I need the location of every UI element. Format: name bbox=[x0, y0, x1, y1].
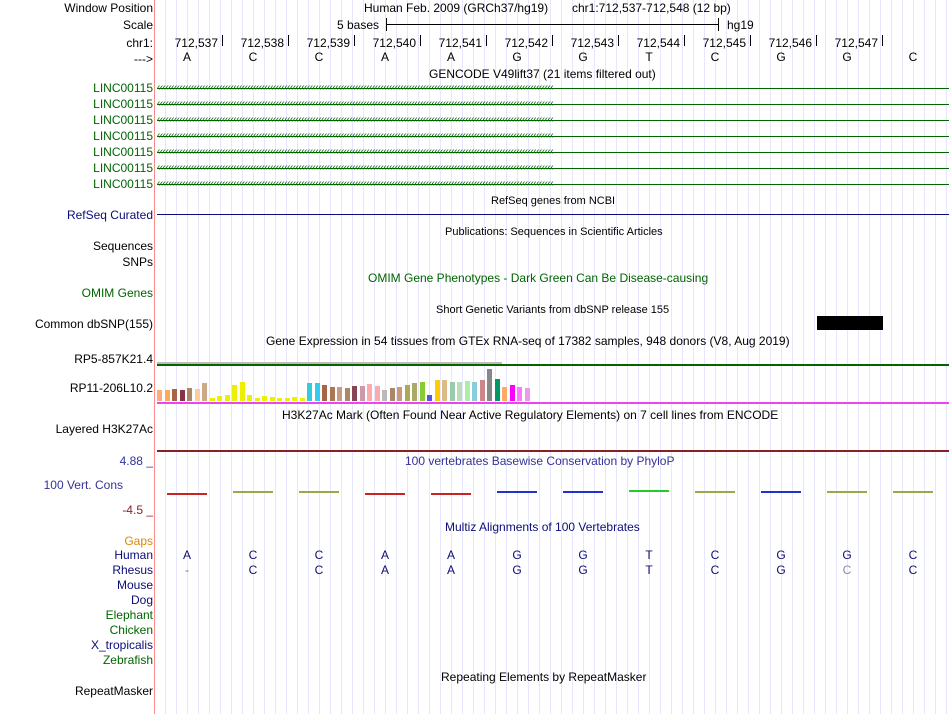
reference-base: A bbox=[380, 50, 389, 64]
publications-sequences-label[interactable]: Sequences bbox=[92, 239, 153, 253]
phylop-score-mark[interactable] bbox=[365, 493, 405, 495]
gencode-gene-label[interactable]: LINC00115 bbox=[93, 81, 153, 95]
multiz-track-title[interactable]: Multiz Alignments of 100 Vertebrates bbox=[445, 520, 640, 534]
gencode-strand-arrows: ‹‹‹‹‹‹‹‹‹‹‹‹‹‹‹‹‹‹‹‹‹‹‹‹‹‹‹‹‹‹‹‹‹‹‹‹‹‹‹‹‹‹‹‹‹‹‹‹‹‹‹‹‹‹‹‹‹‹‹‹‹‹‹‹‹‹‹‹‹‹‹‹‹‹‹‹‹‹‹‹‹‹‹‹‹‹‹‹‹‹‹‹‹‹‹‹‹‹‹‹‹‹‹‹‹‹‹‹‹‹‹‹‹‹‹‹‹‹‹‹‹‹‹‹‹‹‹‹‹‹‹‹‹‹‹‹‹‹‹‹ bbox=[157, 82, 554, 93]
gencode-gene-label[interactable]: LINC00115 bbox=[93, 129, 153, 143]
reference-base: G bbox=[512, 50, 522, 64]
position-label: 712,545 bbox=[702, 36, 746, 50]
gtex-tissue-bar[interactable] bbox=[457, 382, 462, 401]
gtex-tissue-bar[interactable] bbox=[315, 383, 320, 401]
gtex-tissue-bar[interactable] bbox=[180, 390, 185, 401]
gtex-tissue-bar[interactable] bbox=[435, 380, 440, 401]
position-tick bbox=[288, 35, 289, 46]
gtex-gene1-line[interactable] bbox=[157, 364, 949, 366]
gtex-tissue-bar[interactable] bbox=[232, 385, 237, 401]
gtex-tissue-bar[interactable] bbox=[420, 382, 425, 401]
position-label: 712,538 bbox=[240, 36, 284, 50]
h3k27ac-baseline[interactable] bbox=[157, 450, 949, 452]
phylop-track-title[interactable]: 100 vertebrates Basewise Conservation by PhyloP bbox=[405, 454, 675, 468]
position-label: 712,542 bbox=[504, 36, 548, 50]
multiz-aligned-base: C bbox=[842, 563, 852, 577]
position-label: 712,547 bbox=[834, 36, 878, 50]
chrom-label: chr1: bbox=[126, 36, 153, 50]
gtex-tissue-bar[interactable] bbox=[360, 386, 365, 401]
reference-base: A bbox=[182, 50, 191, 64]
position-tick bbox=[486, 35, 487, 46]
gencode-strand-arrows: ‹‹‹‹‹‹‹‹‹‹‹‹‹‹‹‹‹‹‹‹‹‹‹‹‹‹‹‹‹‹‹‹‹‹‹‹‹‹‹‹‹‹‹‹‹‹‹‹‹‹‹‹‹‹‹‹‹‹‹‹‹‹‹‹‹‹‹‹‹‹‹‹‹‹‹‹‹‹‹‹‹‹‹‹‹‹‹‹‹‹‹‹‹‹‹‹‹‹‹‹‹‹‹‹‹‹‹‹‹‹‹‹‹‹‹‹‹‹‹‹‹‹‹‹‹‹‹‹‹‹‹‹‹‹‹‹‹‹‹‹ bbox=[157, 98, 554, 109]
position-tick bbox=[420, 35, 421, 46]
multiz-aligned-base: A bbox=[446, 548, 455, 562]
gencode-gene-label[interactable]: LINC00115 bbox=[93, 177, 153, 191]
phylop-score-mark[interactable] bbox=[431, 493, 471, 495]
multiz-species-label[interactable]: Elephant bbox=[105, 608, 153, 622]
gtex-tissue-bar[interactable] bbox=[157, 390, 162, 401]
gtex-tissue-bar[interactable] bbox=[487, 369, 492, 401]
multiz-species-label[interactable]: Rhesus bbox=[112, 563, 153, 577]
gtex-tissue-bar[interactable] bbox=[367, 384, 372, 401]
gencode-gene-label[interactable]: LINC00115 bbox=[93, 145, 153, 159]
scale-bar-left-cap bbox=[386, 18, 387, 31]
gtex-tissue-bar[interactable] bbox=[510, 385, 515, 401]
gencode-strand-arrows: ‹‹‹‹‹‹‹‹‹‹‹‹‹‹‹‹‹‹‹‹‹‹‹‹‹‹‹‹‹‹‹‹‹‹‹‹‹‹‹‹‹‹‹‹‹‹‹‹‹‹‹‹‹‹‹‹‹‹‹‹‹‹‹‹‹‹‹‹‹‹‹‹‹‹‹‹‹‹‹‹‹‹‹‹‹‹‹‹‹‹‹‹‹‹‹‹‹‹‹‹‹‹‹‹‹‹‹‹‹‹‹‹‹‹‹‹‹‹‹‹‹‹‹‹‹‹‹‹‹‹‹‹‹‹‹‹‹‹‹‹ bbox=[157, 114, 554, 125]
multiz-aligned-base: G bbox=[578, 548, 588, 562]
reference-base: G bbox=[776, 50, 786, 64]
position-label: 712,537 bbox=[174, 36, 218, 50]
position-label: 712,540 bbox=[372, 36, 416, 50]
phylop-label[interactable]: 100 Vert. Cons bbox=[43, 478, 123, 492]
gtex-tissue-bar[interactable] bbox=[465, 381, 470, 401]
gtex-tissue-bar[interactable] bbox=[322, 385, 327, 401]
gtex-gene2-label[interactable]: RP11-206L10.2 bbox=[69, 381, 153, 395]
gtex-track-title[interactable]: Gene Expression in 54 tissues from GTEx RNA-seq of 17382 samples, 948 donors (V8, Aug 2019) bbox=[266, 334, 790, 348]
multiz-species-label[interactable]: Mouse bbox=[116, 578, 153, 592]
gtex-tissue-bar[interactable] bbox=[262, 396, 267, 401]
gtex-tissue-bar[interactable] bbox=[412, 383, 417, 401]
strand-label: ---> bbox=[134, 52, 153, 66]
publications-snps-label[interactable]: SNPs bbox=[122, 255, 153, 269]
multiz-aligned-base: T bbox=[645, 563, 653, 577]
gtex-tissue-bar[interactable] bbox=[172, 389, 177, 401]
refseq-label[interactable]: RefSeq Curated bbox=[66, 208, 153, 222]
gtex-tissue-bar[interactable] bbox=[390, 388, 395, 401]
multiz-aligned-base: A bbox=[446, 563, 455, 577]
position-label: 712,541 bbox=[438, 36, 482, 50]
gtex-tissue-bar[interactable] bbox=[337, 387, 342, 401]
h3k27ac-track-title[interactable]: H3K27Ac Mark (Often Found Near Active Regulatory Elements) on 7 cell lines from ENCODE bbox=[282, 408, 779, 422]
multiz-aligned-base: A bbox=[380, 563, 389, 577]
gtex-tissue-bar[interactable] bbox=[330, 387, 335, 401]
publications-track-title[interactable]: Publications: Sequences in Scientific Articles bbox=[445, 226, 663, 238]
dbsnp-variant-feature[interactable] bbox=[817, 316, 883, 330]
reference-base: G bbox=[578, 50, 588, 64]
multiz-aligned-base: G bbox=[776, 548, 786, 562]
assembly-title: Human Feb. 2009 (GRCh37/hg19) bbox=[364, 1, 549, 15]
scale-bar bbox=[386, 24, 718, 25]
phylop-score-mark[interactable] bbox=[761, 491, 801, 493]
gtex-tissue-bar[interactable] bbox=[525, 388, 530, 401]
dbsnp-track-title[interactable]: Short Genetic Variants from dbSNP release 155 bbox=[436, 304, 670, 316]
position-tick bbox=[684, 35, 685, 46]
phylop-min-label: -4.5 _ bbox=[122, 503, 153, 517]
multiz-gaps-label[interactable]: Gaps bbox=[124, 534, 153, 548]
phylop-score-mark[interactable] bbox=[497, 491, 537, 493]
gtex-tissue-bar[interactable] bbox=[165, 390, 170, 401]
gtex-tissue-bar[interactable] bbox=[405, 385, 410, 401]
multiz-aligned-base: - bbox=[185, 563, 189, 577]
phylop-score-mark[interactable] bbox=[695, 491, 735, 493]
gtex-tissue-bar[interactable] bbox=[480, 380, 485, 401]
phylop-score-mark[interactable] bbox=[827, 491, 867, 493]
region-coordinates: chr1:712,537-712,548 (12 bp) bbox=[572, 1, 731, 15]
gencode-gene-label[interactable]: LINC00115 bbox=[93, 97, 153, 111]
phylop-score-mark[interactable] bbox=[233, 491, 273, 493]
gtex-tissue-bar[interactable] bbox=[502, 387, 507, 401]
gtex-tissue-bar[interactable] bbox=[210, 398, 215, 401]
gtex-tissue-bar[interactable] bbox=[382, 390, 387, 401]
multiz-aligned-base: C bbox=[314, 548, 324, 562]
multiz-aligned-base: G bbox=[512, 563, 522, 577]
gtex-tissue-bar[interactable] bbox=[247, 395, 252, 401]
gtex-tissue-bar[interactable] bbox=[225, 395, 230, 401]
multiz-aligned-base: C bbox=[710, 548, 720, 562]
scale-bar-right-cap bbox=[718, 18, 719, 31]
reference-base: A bbox=[446, 50, 455, 64]
reference-base: C bbox=[314, 50, 324, 64]
multiz-aligned-base: G bbox=[776, 563, 786, 577]
multiz-aligned-base: G bbox=[842, 548, 852, 562]
window-position-label: Window Position bbox=[64, 1, 153, 15]
phylop-score-mark[interactable] bbox=[629, 490, 669, 492]
scale-assembly: hg19 bbox=[727, 18, 754, 32]
position-tick bbox=[882, 35, 883, 46]
gtex-tissue-bar[interactable] bbox=[450, 382, 455, 401]
position-tick bbox=[354, 35, 355, 46]
scale-value: 5 bases bbox=[337, 18, 380, 32]
multiz-aligned-base: A bbox=[380, 548, 389, 562]
multiz-aligned-base: G bbox=[512, 548, 522, 562]
gtex-tissue-bar[interactable] bbox=[375, 386, 380, 401]
multiz-aligned-base: T bbox=[645, 548, 653, 562]
gtex-tissue-bar[interactable] bbox=[397, 387, 402, 401]
h3k27ac-label[interactable]: Layered H3K27Ac bbox=[55, 422, 153, 436]
gencode-strand-arrows: ‹‹‹‹‹‹‹‹‹‹‹‹‹‹‹‹‹‹‹‹‹‹‹‹‹‹‹‹‹‹‹‹‹‹‹‹‹‹‹‹‹‹‹‹‹‹‹‹‹‹‹‹‹‹‹‹‹‹‹‹‹‹‹‹‹‹‹‹‹‹‹‹‹‹‹‹‹‹‹‹‹‹‹‹‹‹‹‹‹‹‹‹‹‹‹‹‹‹‹‹‹‹‹‹‹‹‹‹‹‹‹‹‹‹‹‹‹‹‹‹‹‹‹‹‹‹‹‹‹‹‹‹‹‹‹‹‹‹‹‹ bbox=[157, 178, 554, 189]
gtex-tissue-bar[interactable] bbox=[495, 379, 500, 401]
gtex-tissue-bar[interactable] bbox=[195, 389, 200, 401]
gtex-tissue-bar[interactable] bbox=[292, 397, 297, 401]
label-column-divider bbox=[154, 0, 155, 714]
phylop-score-mark[interactable] bbox=[563, 491, 603, 493]
multiz-species-label[interactable]: Zebrafish bbox=[102, 653, 153, 667]
position-label: 712,544 bbox=[636, 36, 680, 50]
gtex-gene1-gray-line bbox=[157, 362, 502, 364]
phylop-score-mark[interactable] bbox=[299, 491, 339, 493]
gtex-tissue-bar[interactable] bbox=[202, 383, 207, 401]
gtex-tissue-bar[interactable] bbox=[472, 382, 477, 401]
multiz-aligned-base: G bbox=[578, 563, 588, 577]
gtex-tissue-bar[interactable] bbox=[352, 386, 357, 401]
gtex-tissue-bar[interactable] bbox=[277, 398, 282, 401]
gtex-tissue-bar[interactable] bbox=[240, 382, 245, 401]
gtex-tissue-bar[interactable] bbox=[270, 397, 275, 401]
multiz-species-label[interactable]: Dog bbox=[130, 593, 153, 607]
gtex-tissue-bar[interactable] bbox=[187, 388, 192, 401]
omim-label[interactable]: OMIM Genes bbox=[81, 286, 153, 300]
gtex-tissue-bar[interactable] bbox=[517, 387, 522, 401]
multiz-species-label[interactable]: X_tropicalis bbox=[90, 638, 153, 652]
reference-base: T bbox=[645, 50, 653, 64]
gencode-strand-arrows: ‹‹‹‹‹‹‹‹‹‹‹‹‹‹‹‹‹‹‹‹‹‹‹‹‹‹‹‹‹‹‹‹‹‹‹‹‹‹‹‹‹‹‹‹‹‹‹‹‹‹‹‹‹‹‹‹‹‹‹‹‹‹‹‹‹‹‹‹‹‹‹‹‹‹‹‹‹‹‹‹‹‹‹‹‹‹‹‹‹‹‹‹‹‹‹‹‹‹‹‹‹‹‹‹‹‹‹‹‹‹‹‹‹‹‹‹‹‹‹‹‹‹‹‹‹‹‹‹‹‹‹‹‹‹‹‹‹‹‹‹ bbox=[157, 162, 554, 173]
multiz-species-label[interactable]: Chicken bbox=[109, 623, 153, 637]
repeatmasker-label[interactable]: RepeatMasker bbox=[74, 684, 153, 698]
position-label: 712,539 bbox=[306, 36, 350, 50]
reference-base: G bbox=[842, 50, 852, 64]
position-label: 712,546 bbox=[768, 36, 812, 50]
reference-base: C bbox=[908, 50, 918, 64]
position-tick bbox=[222, 35, 223, 46]
reference-base: C bbox=[248, 50, 258, 64]
multiz-aligned-base: C bbox=[248, 563, 258, 577]
gtex-tissue-bar[interactable] bbox=[217, 396, 222, 401]
reference-base: C bbox=[710, 50, 720, 64]
multiz-aligned-base: C bbox=[710, 563, 720, 577]
position-tick bbox=[552, 35, 553, 46]
position-label: 712,543 bbox=[570, 36, 614, 50]
multiz-species-label[interactable]: Human bbox=[114, 548, 153, 562]
gtex-gene1-label[interactable]: RP5-857K21.4 bbox=[74, 352, 153, 366]
gencode-strand-arrows: ‹‹‹‹‹‹‹‹‹‹‹‹‹‹‹‹‹‹‹‹‹‹‹‹‹‹‹‹‹‹‹‹‹‹‹‹‹‹‹‹‹‹‹‹‹‹‹‹‹‹‹‹‹‹‹‹‹‹‹‹‹‹‹‹‹‹‹‹‹‹‹‹‹‹‹‹‹‹‹‹‹‹‹‹‹‹‹‹‹‹‹‹‹‹‹‹‹‹‹‹‹‹‹‹‹‹‹‹‹‹‹‹‹‹‹‹‹‹‹‹‹‹‹‹‹‹‹‹‹‹‹‹‹‹‹‹‹‹‹‹ bbox=[157, 146, 554, 157]
refseq-track-title[interactable]: RefSeq genes from NCBI bbox=[491, 195, 616, 207]
gencode-gene-label[interactable]: LINC00115 bbox=[93, 161, 153, 175]
scale-label: Scale bbox=[122, 18, 153, 32]
gtex-tissue-bar[interactable] bbox=[427, 395, 432, 401]
multiz-aligned-base: A bbox=[182, 548, 191, 562]
omim-track-title[interactable]: OMIM Gene Phenotypes - Dark Green Can Be Disease-causing bbox=[368, 271, 709, 285]
dbsnp-label[interactable]: Common dbSNP(155) bbox=[34, 317, 153, 331]
position-tick bbox=[816, 35, 817, 46]
repeatmasker-track-title[interactable]: Repeating Elements by RepeatMasker bbox=[441, 670, 647, 684]
gtex-tissue-bar[interactable] bbox=[345, 388, 350, 401]
gtex-tissue-bar[interactable] bbox=[285, 398, 290, 401]
refseq-feature[interactable] bbox=[157, 214, 949, 215]
multiz-aligned-base: C bbox=[248, 548, 258, 562]
gtex-tissue-bar[interactable] bbox=[307, 383, 312, 401]
gtex-tissue-bar[interactable] bbox=[442, 380, 447, 401]
position-tick bbox=[750, 35, 751, 46]
multiz-aligned-base: C bbox=[314, 563, 324, 577]
multiz-aligned-base: C bbox=[908, 548, 918, 562]
gencode-gene-label[interactable]: LINC00115 bbox=[93, 113, 153, 127]
gencode-track-title[interactable]: GENCODE V49lift37 (21 items filtered out) bbox=[429, 67, 656, 81]
gtex-tissue-bar[interactable] bbox=[300, 398, 305, 401]
gencode-strand-arrows: ‹‹‹‹‹‹‹‹‹‹‹‹‹‹‹‹‹‹‹‹‹‹‹‹‹‹‹‹‹‹‹‹‹‹‹‹‹‹‹‹‹‹‹‹‹‹‹‹‹‹‹‹‹‹‹‹‹‹‹‹‹‹‹‹‹‹‹‹‹‹‹‹‹‹‹‹‹‹‹‹‹‹‹‹‹‹‹‹‹‹‹‹‹‹‹‹‹‹‹‹‹‹‹‹‹‹‹‹‹‹‹‹‹‹‹‹‹‹‹‹‹‹‹‹‹‹‹‹‹‹‹‹‹‹‹‹‹‹‹‹ bbox=[157, 130, 554, 141]
multiz-aligned-base: C bbox=[908, 563, 918, 577]
position-tick bbox=[618, 35, 619, 46]
phylop-max-label: 4.88 _ bbox=[119, 454, 153, 468]
gtex-tissue-bar[interactable] bbox=[255, 398, 260, 401]
phylop-score-mark[interactable] bbox=[893, 491, 933, 493]
phylop-score-mark[interactable] bbox=[167, 493, 207, 495]
gtex-gene2-line[interactable] bbox=[157, 402, 949, 404]
